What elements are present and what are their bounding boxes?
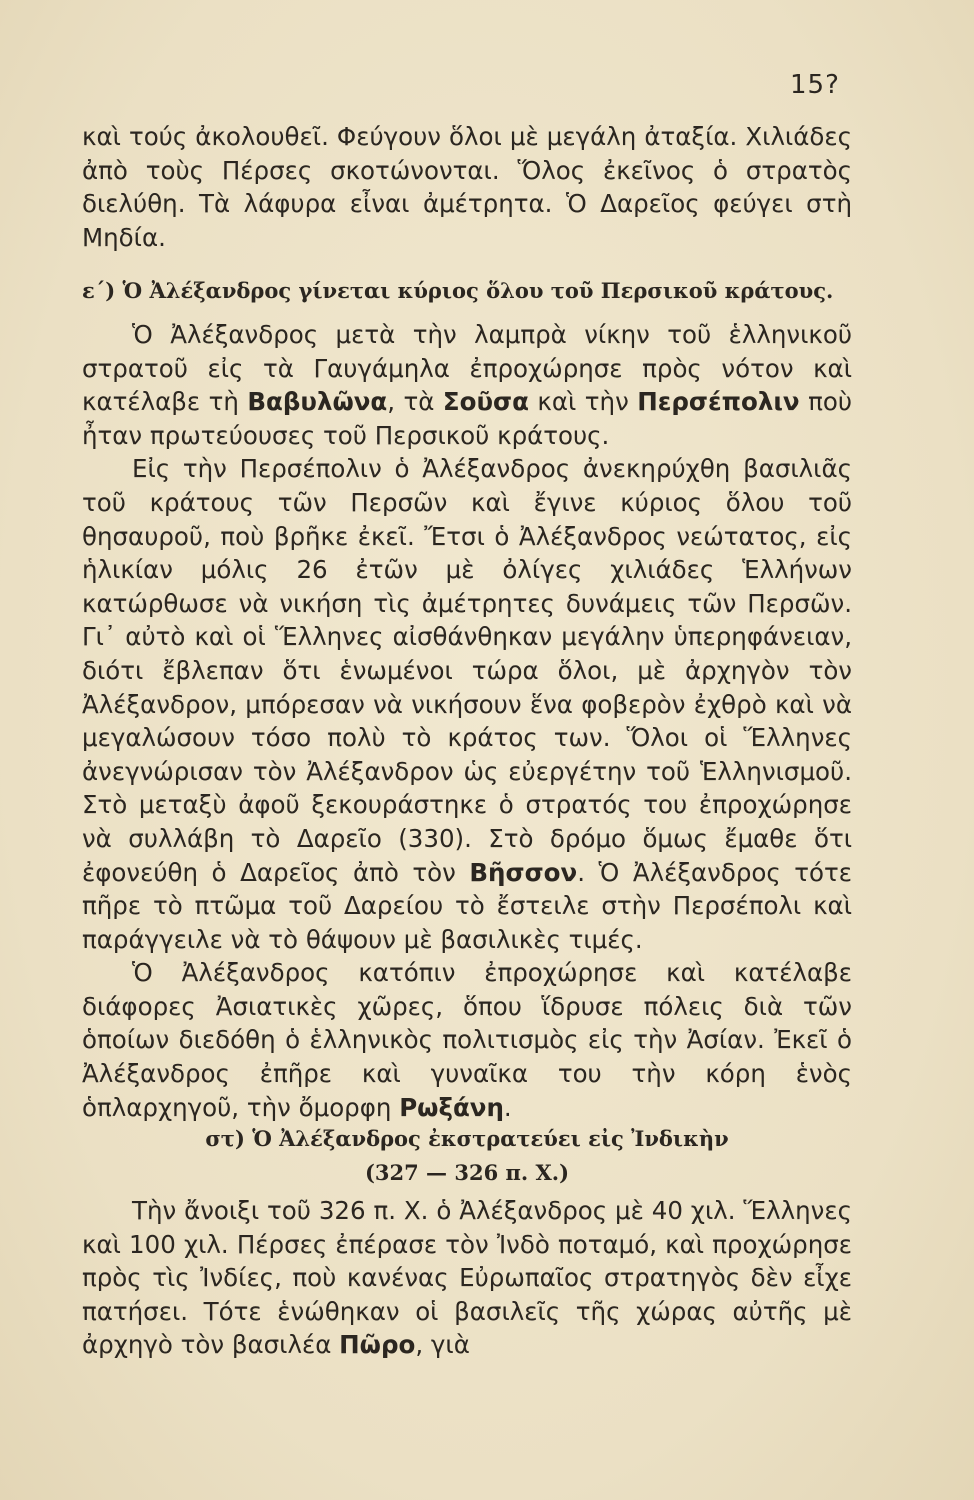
text-run: , τὰ bbox=[387, 387, 443, 417]
text-run: Ὁ Ἀλέξανδρος μετὰ τὴν λαμπρὰ νίκην τοῦ ἑλληνικοῦ στρατοῦ εἰς τὰ Γαυγάμηλα ἐπροχώρησε πρὸς νότον καὶ κατέλαβε τὴ bbox=[82, 320, 852, 417]
text-run: , γιὰ bbox=[415, 1330, 470, 1360]
section-e-paragraph-3 bbox=[82, 956, 852, 1124]
name-roxane: Ρωξάνη bbox=[399, 1092, 504, 1122]
section-e-heading: ε΄) Ὁ Ἀλέξανδρος γίνεται κύριος ὅλου τοῦ Περσικοῦ κράτους. bbox=[82, 278, 834, 303]
text-run: καὶ τὴν bbox=[528, 387, 638, 417]
section-e-paragraph-1 bbox=[82, 318, 852, 452]
place-babylon: Βαβυλῶνα bbox=[247, 387, 388, 417]
place-persepolis: Περσέπολιν bbox=[637, 387, 800, 417]
page-number: 15? bbox=[790, 70, 840, 100]
intro-text: καὶ τούς ἀκολουθεῖ. Φεύγουν ὅλοι μὲ μεγάλη ἀταξία. Χιλιάδες ἀπὸ τοὺς Πέρσες σκοτώνονται. Ὅλος ἐκεῖνος ὁ στρατὸς διελύθη. Τὰ λάφυρα εἶναι ἀμέτρητα. Ὁ Δαρεῖος φεύγει στὴ Μηδία. bbox=[82, 122, 852, 252]
text-run: . Ὁ Ἀλέξανδρος τότε πῆρε τὸ πτῶμα τοῦ Δαρείου τὸ ἔστειλε στὴν Περσέπολι καὶ παράγγειλε νὰ τὸ θάψουν μὲ βασιλικὲς τιμές. bbox=[82, 857, 853, 954]
text-run: . bbox=[503, 1092, 512, 1122]
section-st-heading bbox=[82, 1122, 852, 1190]
section-st-heading-line1: στ) Ὁ Ἀλέξανδρος ἐκστρατεύει εἰς Ἰνδικὴν bbox=[205, 1126, 729, 1151]
section-st-heading-line2: (327 — 326 π. Χ.) bbox=[364, 1160, 570, 1185]
section-st-body bbox=[82, 1194, 852, 1362]
name-bessus: Βῆσσον bbox=[469, 857, 578, 887]
text-run: Ὁ Ἀλέξανδρος κατόπιν ἐπροχώρησε καὶ κατέλαβε διάφορες Ἀσιατικὲς χῶρες, ὅπου ἵδρυσε πόλεις διὰ τῶν ὁποίων διεδόθη ὁ ἑλληνικὸς πολιτισμὸς εἰς τὴν Ἀσίαν. Ἐκεῖ ὁ Ἀλέξανδρος ἐπῆρε καὶ γυναῖκα του τὴν κόρη ἑνὸς ὁπλαρχηγοῦ, τὴν ὄμορφη bbox=[82, 958, 852, 1122]
place-susa: Σοῦσα bbox=[442, 387, 529, 417]
section-st-paragraph-1 bbox=[82, 1194, 852, 1362]
text-run: ποὺ ἦταν πρωτεύουσες τοῦ Περσικοῦ κράτους. bbox=[82, 387, 852, 450]
section-e-paragraph-2 bbox=[82, 452, 852, 956]
name-porus: Πῶρο bbox=[339, 1330, 416, 1360]
text-run: Τὴν ἄνοιξι τοῦ 326 π. Χ. ὁ Ἀλέξανδρος μὲ 40 χιλ. Ἕλληνες καὶ 100 χιλ. Πέρσες ἐπέρασε τὸν Ἰνδὸ ποταμό, καὶ προχώρησε πρὸς τὶς Ἰνδίες, ποὺ κανένας Εὐρωπαῖος στρατηγὸς δὲν εἶχε πατήσει. Τότε ἑνώθηκαν οἱ βασιλεῖς τῆς χώρας αὐτῆς μὲ ἀρχηγὸ τὸν βασιλέα bbox=[82, 1196, 852, 1360]
section-e-body bbox=[82, 318, 852, 1124]
section-e-heading-block bbox=[82, 274, 852, 308]
intro-paragraph bbox=[82, 120, 852, 254]
text-run: Εἰς τὴν Περσέπολιν ὁ Ἀλέξανδρος ἀνεκηρύχθη βασιλιᾶς τοῦ κράτους τῶν Περσῶν καὶ ἔγινε κύριος ὅλου τοῦ θησαυροῦ, ποὺ βρῆκε ἐκεῖ. Ἔτσι ὁ Ἀλέξανδρος νεώτατος, εἰς ἡλικίαν μόλις 26 ἐτῶν μὲ ὀλίγες χιλιάδες Ἑλλήνων κατώρθωσε νὰ νικήση τὶς ἀμέτρητες δυνάμεις τῶν Περσῶν. Γι᾽ αὐτὸ καὶ οἱ Ἕλληνες αἰσθάνθηκαν μεγάλην ὑπερηφάνειαν, διότι ἔβλεπαν ὅτι ἑνωμένοι τώρα ὅλοι, μὲ ἀρχηγὸν τὸν Ἀλέξανδρον, μπόρεσαν νὰ νικήσουν ἕνα φοβερὸν ἐχθρὸ καὶ νὰ μεγαλώσουν τόσο πολὺ τὸ κράτος των. Ὅλοι οἱ Ἕλληνες ἀνεγνώρισαν τὸν Ἀλέξανδρον ὡς εὐεργέτην τοῦ Ἑλληνισμοῦ. Στὸ μεταξὺ ἀφοῦ ξεκουράστηκε ὁ στρατός του ἐπροχώρησε νὰ συλλάβη τὸ Δαρεῖο (330). Στὸ δρόμο ὅμως ἔμαθε ὅτι ἐφονεύθη ὁ Δαρεῖος ἀπὸ τὸν bbox=[82, 454, 852, 887]
